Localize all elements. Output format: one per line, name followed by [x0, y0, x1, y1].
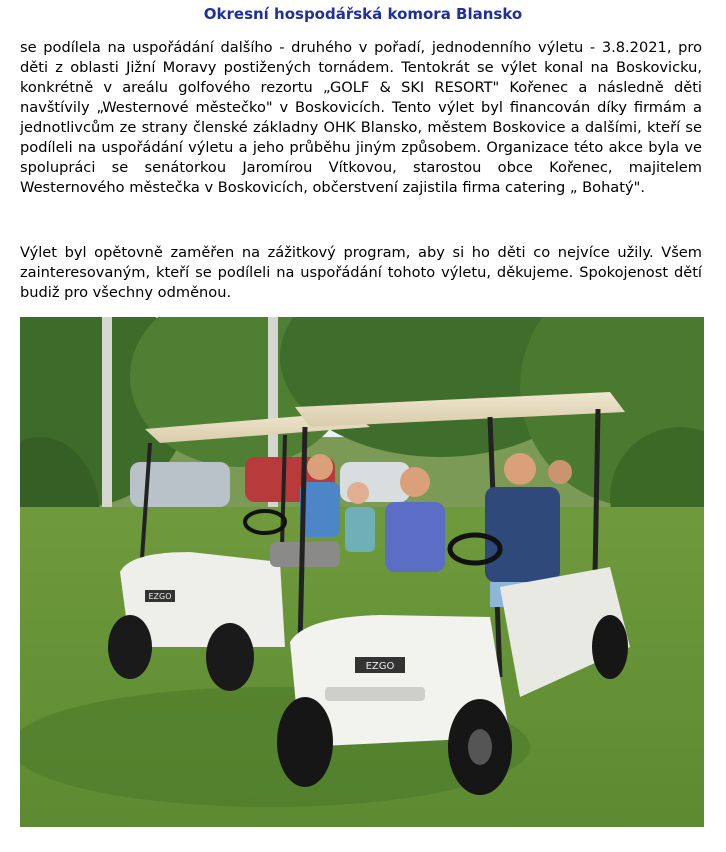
- article-paragraph-2: Výlet byl opětovně zaměřen na zážitkový program, aby si ho děti co nejvíce užily. Všem zainteresovaným, kteří se podíleli na uspořádání tohoto výletu, děkujeme. Spokojenost dětí budiž pro všechny odměnou.: [20, 244, 702, 301]
- golf-cart-photo: [20, 317, 704, 827]
- page-title: Okresní hospodářská komora Blansko: [203, 5, 523, 23]
- article-paragraph-1: se podílela na uspořádání dalšího - druhého v pořadí, jednodenního výletu - 3.8.2021, pro děti z oblasti Jižní Moravy postižených tornádem. Tentokrát se výlet konal na Boskovicku, konkrétně v areálu golfového rezortu „GOLF & SKI RESORT" Kořenec a následně děti navštívily „Westernové městečko" v Boskovicích. Tento výlet byl financován díky firmám a jednotlivcům ze strany členské základny OHK Blansko, městem Boskovice a dalšími, kteří se podíleli na uspořádání výletu a jeho průběhu jiným způsobem. Organizace této akce byla ve spolupráci se senátorkou Jaromírou Vítkovou, starostou obce Kořenec, majitelem Westernového městečka v Boskovicích, občerstvení zajistila firma catering „ Bohatý".: [20, 39, 702, 196]
- front-cart-brand-label: EZGO: [365, 661, 395, 672]
- back-cart-brand-label: EZGO: [148, 592, 172, 601]
